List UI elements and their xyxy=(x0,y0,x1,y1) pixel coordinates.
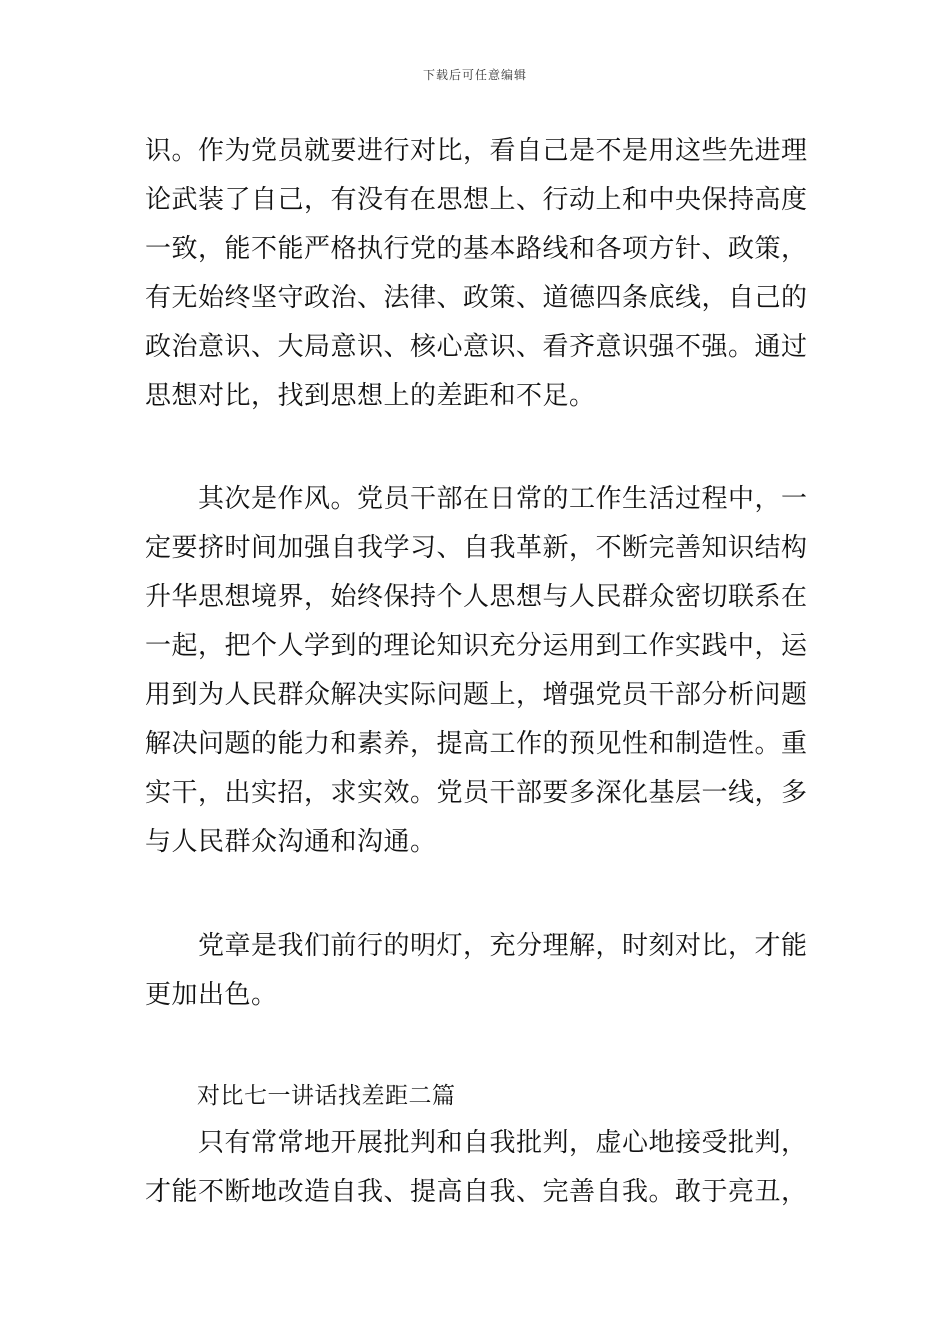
page-header: 下载后可任意编辑 xyxy=(422,68,527,82)
text-line: 有无始终坚守政治、法律、政策、道德四条底线，自己的 xyxy=(145,283,808,313)
text-line: 一致，能不能严格执行党的基本路线和各项方针、政策， xyxy=(145,234,808,264)
text-line: 其次是作风。党员干部在日常的工作生活过程中，一 xyxy=(145,484,808,514)
paragraph-3 xyxy=(145,922,815,1020)
text-line: 解决问题的能力和素养，提高工作的预见性和制造性。重 xyxy=(145,729,808,759)
text-line: 才能不断地改造自我、提高自我、完善自我。敢于亮丑， xyxy=(145,1177,808,1207)
text-line: 思想对比，找到思想上的差距和不足。 xyxy=(145,381,596,411)
text-line: 论武装了自己，有没有在思想上、行动上和中央保持高度 xyxy=(145,185,808,215)
section-2 xyxy=(145,1073,815,1217)
text-line: 用到为人民群众解决实际问题上，增强党员干部分析问题 xyxy=(145,680,808,710)
text-line: 实干，出实招，求实效。党员干部要多深化基层一线，多 xyxy=(145,778,808,808)
text-line: 识。作为党员就要进行对比，看自己是不是用这些先进理 xyxy=(145,136,808,166)
paragraph-2 xyxy=(145,475,815,867)
paragraph-1 xyxy=(145,127,815,421)
text-line: 升华思想境界，始终保持个人思想与人民群众密切联系在 xyxy=(145,582,808,612)
text-line: 更加出色。 xyxy=(145,980,278,1010)
text-line: 与人民群众沟通和沟通。 xyxy=(145,827,437,857)
text-line: 只有常常地开展批判和自我批判，虚心地接受批判， xyxy=(145,1128,808,1158)
text-line: 一起，把个人学到的理论知识充分运用到工作实践中，运 xyxy=(145,631,808,661)
text-line: 定要挤时间加强自我学习、自我革新，不断完善知识结构 xyxy=(145,533,808,563)
text-line: 党章是我们前行的明灯，充分理解，时刻对比，才能 xyxy=(145,931,808,961)
section-title: 对比七一讲话找差距二篇 xyxy=(197,1083,456,1109)
text-line: 政治意识、大局意识、核心意识、看齐意识强不强。通过 xyxy=(145,332,808,362)
